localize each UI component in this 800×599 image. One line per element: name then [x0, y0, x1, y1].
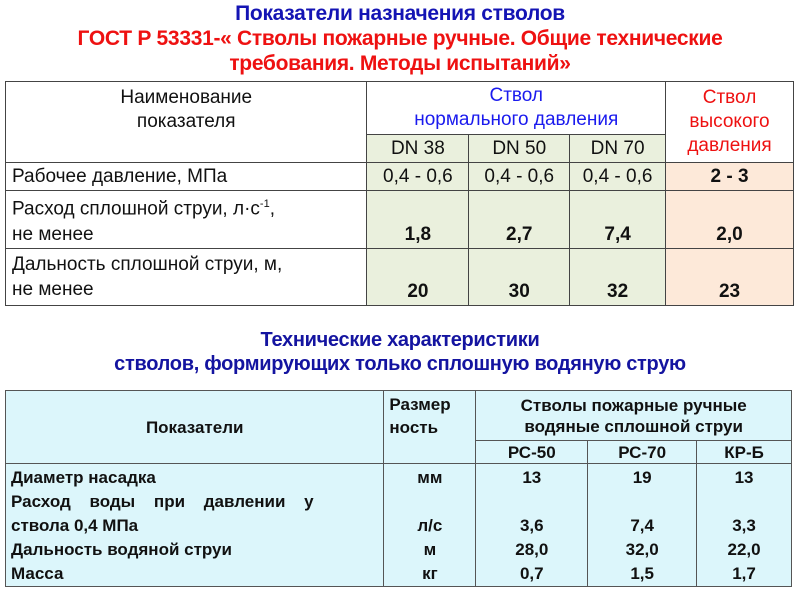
header-dn50: DN 50: [469, 135, 570, 163]
cell-value: 0,4 - 0,6: [367, 163, 469, 191]
values-rs70: [588, 464, 697, 587]
nozzle-specs-table: [5, 390, 792, 587]
row-label-line1: [12, 192, 360, 221]
page-title: Показатели назначения стволов: [235, 2, 565, 25]
row-label-text: Расход сплошной струи, л·с: [12, 198, 260, 220]
cell-value: 3,3: [732, 516, 756, 535]
section-title-line1: Технические характеристики: [260, 329, 540, 351]
section-title: [0, 328, 800, 376]
cell-value-high: 2,0: [666, 191, 794, 249]
header-normal-line2: нормального давления: [414, 109, 619, 130]
header-high-line1: Ствол: [702, 87, 757, 108]
unit: мм: [417, 468, 443, 487]
cell-value: 7,4: [570, 191, 666, 249]
values-rs50: [476, 464, 588, 587]
cell-value: 32: [570, 249, 666, 306]
header-nozzle-group: [476, 391, 792, 441]
row-label: [6, 191, 367, 249]
row-label: [6, 249, 367, 306]
header-dimension-line1: Размер: [389, 395, 451, 414]
header-model-rs70: РС-70: [588, 441, 697, 464]
header-group-line2: водяные сплошной струи: [524, 416, 743, 436]
cell-value: 1,5: [630, 564, 654, 583]
cell-value: 0,4 - 0,6: [469, 163, 570, 191]
row-label-suffix: ,: [269, 198, 275, 220]
row-label-sup: -1: [259, 198, 270, 211]
cell-value-high: 23: [666, 249, 794, 306]
row-label: Расход воды при давлении у: [11, 492, 314, 511]
gost-title-line2: требования. Методы испытаний»: [229, 52, 571, 75]
cell-value: 7,4: [630, 516, 654, 535]
table-row: [6, 191, 794, 249]
header-model-rs50: РС-50: [476, 441, 588, 464]
header-name-line2: показателя: [136, 111, 236, 132]
cell-value: 30: [469, 249, 570, 306]
row-label-line1: Дальность сплошной струи, м,: [12, 254, 283, 275]
cell-value: 22,0: [727, 540, 761, 559]
header-indicator-name: [6, 82, 367, 163]
row-labels: [6, 464, 384, 587]
header-high-line2: высокого: [689, 111, 770, 132]
gost-title-line1: ГОСТ Р 53331-« Стволы пожарные ручные. Общие технические: [77, 27, 723, 50]
row-label: Диаметр насадка: [11, 468, 156, 487]
header-high-line3: давления: [687, 135, 772, 156]
header-name-line1: Наименование: [120, 87, 253, 108]
row-label: ствола 0,4 МПа: [11, 516, 139, 535]
header-dn70: DN 70: [570, 135, 666, 163]
header-model-krb: КР-Б: [697, 441, 792, 464]
cell-value: 28,0: [515, 540, 549, 559]
cell-value: 3,6: [519, 516, 544, 535]
section-title-line2: стволов, формирующих только сплошную водяную струю: [114, 353, 686, 375]
row-label-line2: не менее: [12, 279, 94, 300]
gost-title: [0, 26, 800, 76]
header-high-pressure: [666, 82, 794, 163]
cell-value: 13: [734, 468, 754, 487]
cell-value: 32,0: [625, 540, 659, 559]
header-normal-line1: Ствол: [489, 85, 544, 106]
row-label: Дальность водяной струи: [11, 540, 232, 559]
cell-value: 20: [367, 249, 469, 306]
unit: л/с: [417, 516, 443, 535]
cell-value: 19: [632, 468, 652, 487]
table-row: [6, 249, 794, 306]
unit: м: [423, 540, 437, 559]
header-dimension: [384, 391, 476, 464]
cell-value: 1,7: [732, 564, 756, 583]
nozzle-purpose-table: [5, 81, 794, 306]
cell-value-high: 2 - 3: [666, 163, 794, 191]
cell-value: 0,7: [519, 564, 544, 583]
row-label: Рабочее давление, МПа: [6, 163, 367, 191]
header-dimension-line2: ность: [389, 418, 439, 437]
units-column: [384, 464, 476, 587]
cell-value: 2,7: [469, 191, 570, 249]
row-label: Масса: [11, 564, 64, 583]
table-body: [6, 464, 792, 587]
row-label-line2: не менее: [12, 223, 94, 245]
header-indicators: Показатели: [6, 391, 384, 464]
unit: кг: [422, 564, 438, 583]
header-normal-pressure: [367, 82, 666, 135]
header-group-line1: Стволы пожарные ручные: [520, 395, 747, 415]
table-row: [6, 163, 794, 191]
header-dn38: DN 38: [367, 135, 469, 163]
cell-value: 0,4 - 0,6: [570, 163, 666, 191]
cell-value: 13: [522, 468, 542, 487]
cell-value: 1,8: [367, 191, 469, 249]
values-krb: [697, 464, 792, 587]
